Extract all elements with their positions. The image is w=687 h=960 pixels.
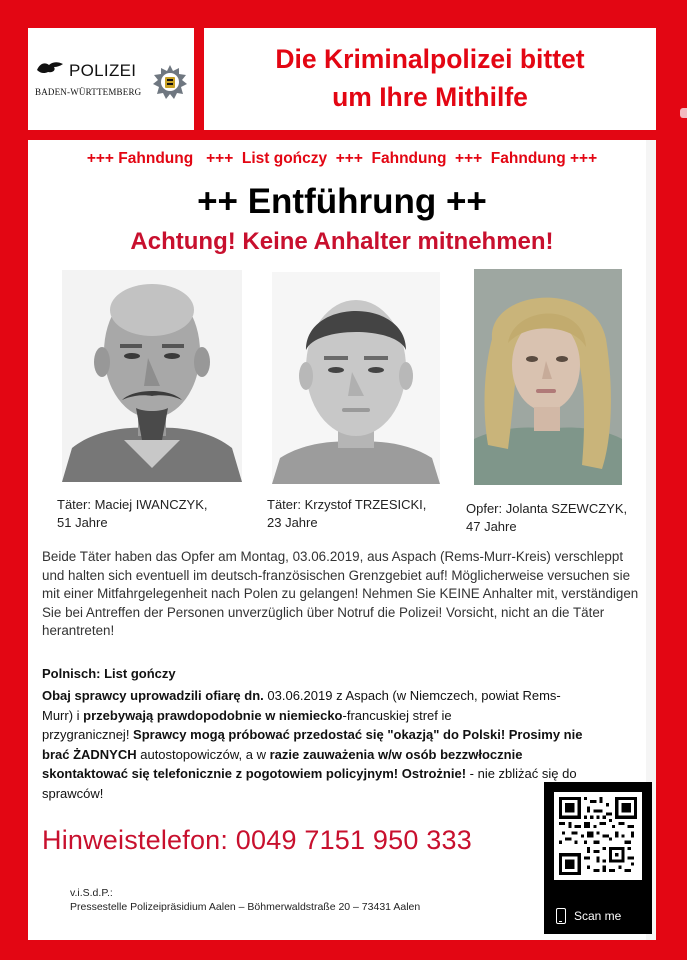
description-polish: Obaj sprawcy uprowadzili ofiarę dn. 03.06.2019 z Aspach (w Niemczech, powiat Rems- Murr) i przebywają prawdopodobnie w niemiecko-francuskiej stref ie przygranicznej! Sprawcy mogą próbować przedostać się "okazją" do Polski! Prosimy nie brać ŻADNYCH autostopowiczów, a w razie zauważenia w/w osób bezzwłocznie skontaktować się telefonicznie z pogotowiem policyjnym! Ostrożnie! - nie zbliżać się do sprawców! — [42, 688, 583, 801]
qr-code[interactable] — [554, 792, 642, 880]
photo-perpetrator-1 — [62, 270, 242, 482]
header-title-line2: um Ihre Mithilfe — [332, 82, 528, 112]
caption-perpetrator-2 — [267, 496, 426, 532]
caption-perpetrator-1 — [57, 496, 207, 532]
logo-wordmark: POLIZEI — [69, 61, 137, 80]
visdp-label: v.i.S.d.P.: — [70, 887, 113, 899]
caption-name: Täter: Krzystof TRZESICKI, — [267, 497, 427, 512]
side-scroll-indicator — [680, 108, 687, 118]
header-banner — [204, 28, 656, 130]
caption-name: Täter: Maciej IWANCZYK, — [57, 497, 208, 512]
qr-code-panel[interactable] — [544, 782, 652, 934]
photo-victim — [474, 269, 622, 485]
poster-content — [28, 140, 656, 940]
caption-age: 23 Jahre — [267, 515, 318, 530]
photo-perpetrator-2 — [272, 272, 440, 484]
logo-state: BADEN-WÜRTTEMBERG — [35, 87, 142, 97]
warning-text: Achtung! Keine Anhalter mitnehmen! — [130, 228, 554, 255]
fahndung-banner: +++ Fahndung +++ List gończy +++ Fahndung +++ Fahndung +++ — [86, 150, 598, 167]
caption-age: 51 Jahre — [57, 515, 108, 530]
caption-age: 47 Jahre — [466, 519, 517, 534]
header-title-line1: Die Kriminalpolizei bittet — [275, 44, 585, 74]
qr-scan-label: Scan me — [574, 909, 622, 923]
caption-victim — [466, 500, 627, 536]
hotline-number[interactable]: Hinweistelefon: 0049 7151 950 333 — [42, 825, 472, 855]
police-logo — [28, 28, 194, 130]
phone-icon — [556, 908, 566, 924]
caption-name: Opfer: Jolanta SZEWCZYK, — [466, 501, 628, 516]
publisher-address: Pressestelle Polizeipräsidium Aalen – Böhmerwaldstraße 20 – 73431 Aalen — [70, 901, 421, 913]
description-german: Beide Täter haben das Opfer am Montag, 03.06.2019, aus Aspach (Rems-Murr-Kreis) verschleppt und halten sich eventuell im deutsch-französischen Grenzgebiet auf! Möglicherweise versuchen sie mit einer Mitfahrgelegenheit nach Polen zu gelangen! Nehmen Sie KEINE Anhalter mit, verständigen Sie bei Antreffen der Personen unverzüglich über Notruf die Polizei! Vorsicht, nicht an die Täter herantreten! — [42, 549, 639, 638]
police-star-icon — [152, 64, 188, 100]
headline: ++ Entführung ++ — [197, 182, 487, 221]
lion-emblem-icon — [36, 59, 64, 75]
polish-section-title: Polnisch: List gończy — [42, 666, 176, 681]
